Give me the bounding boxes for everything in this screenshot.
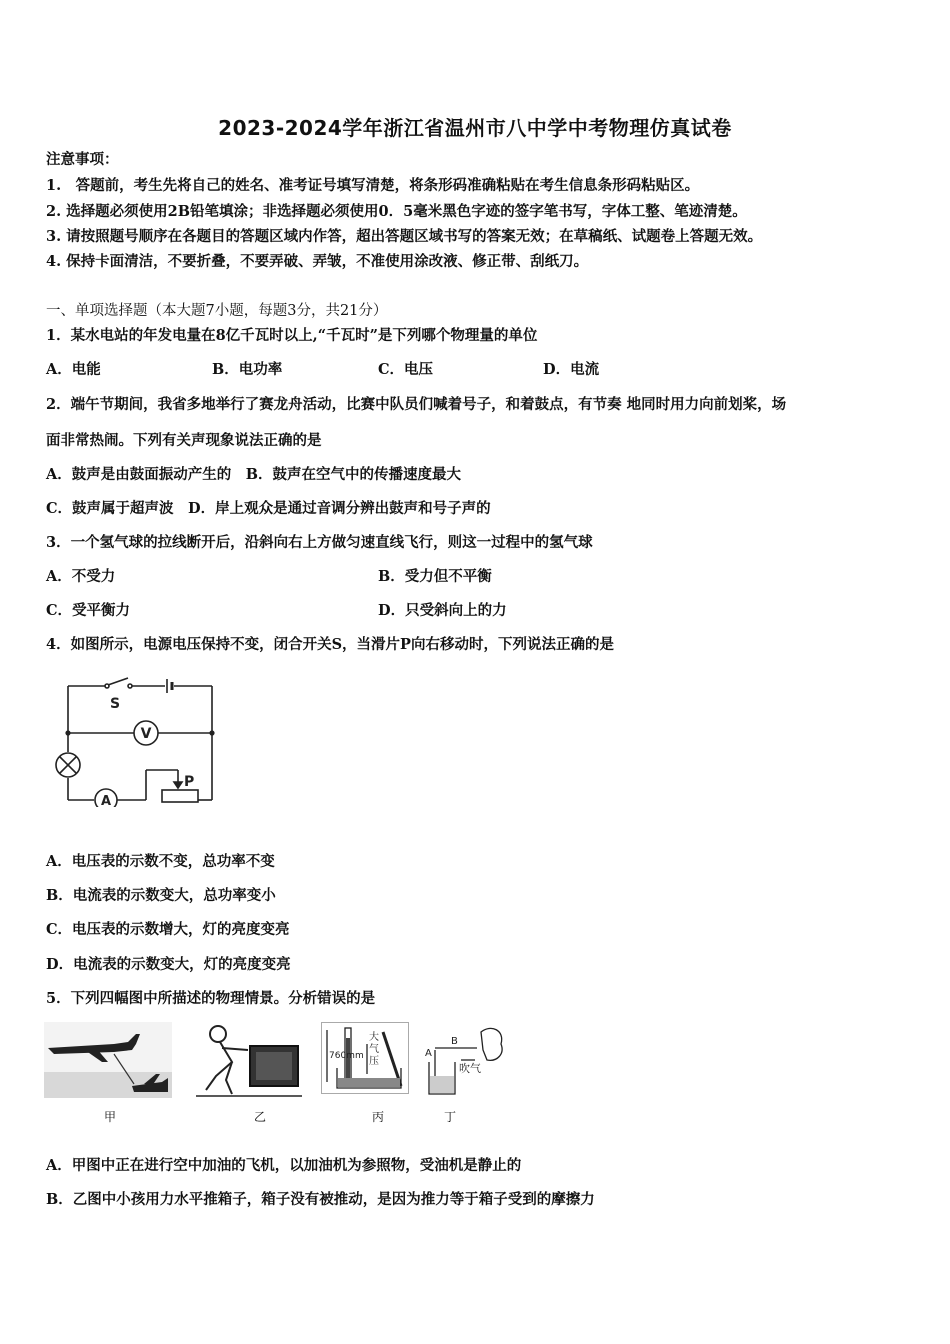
q1-option-c: C．电压 <box>378 361 434 378</box>
q2-stem-line2: 面非常热闹。下列有关声现象说法正确的是 <box>46 432 322 449</box>
q4-option-d: D．电流表的示数变大，灯的亮度变亮 <box>46 956 291 973</box>
notice-item-3: 3. 请按照题号顺序在各题目的答题区域内作答，超出答题区域书写的答案无效；在草稿纸、试题卷上答题无效。 <box>46 228 763 245</box>
switch-blade <box>108 678 128 685</box>
slider-arrow <box>174 782 182 788</box>
caption-bing: 丙 <box>372 1110 385 1124</box>
q2-stem-line1: 2．端午节期间，我省多地举行了赛龙舟活动，比赛中队员们喊着号子，和着鼓点，有节奏 地同时用力向前划桨，场 <box>46 396 787 413</box>
q5-option-a: A．甲图中正在进行空中加油的飞机，以加油机为参照物，受油机是静止的 <box>46 1157 522 1174</box>
q4-option-c: C．电压表的示数增大，灯的亮度变亮 <box>46 921 290 938</box>
q3-option-b: B．受力但不平衡 <box>378 568 492 585</box>
figure-yi-boy-pushing-box <box>196 1024 302 1098</box>
switch-label: S <box>110 696 121 712</box>
notice-item-1: 1. 答题前，考生先将自己的姓名、准考证号填写清楚，将条形码准确粘贴在考生信息条形码粘贴区。 <box>46 177 700 194</box>
box-face <box>256 1052 292 1080</box>
q3-option-c: C．受平衡力 <box>46 602 131 619</box>
q2-options-ab: A．鼓声是由鼓面振动产生的 B．鼓声在空气中的传播速度最大 <box>46 466 462 483</box>
q1-option-d: D．电流 <box>543 361 600 378</box>
q1-stem: 1．某水电站的年发电量在8亿千瓦时以上,“千瓦时”是下列哪个物理量的单位 <box>46 327 538 344</box>
slider-label: P <box>184 774 195 790</box>
mercury-dish <box>338 1078 400 1087</box>
boy-head <box>210 1026 226 1042</box>
q3-option-a: A．不受力 <box>46 568 116 585</box>
boy-arm <box>222 1048 248 1050</box>
face-outline <box>481 1028 502 1060</box>
q5-stem: 5．下列四幅图中所描述的物理情景。分析错误的是 <box>46 990 376 1007</box>
caption-yi: 乙 <box>254 1110 267 1124</box>
beaker-water <box>430 1076 454 1093</box>
circuit-diagram <box>50 672 225 807</box>
air-pressure-label-3: 压 <box>369 1056 379 1067</box>
junction-left <box>66 731 70 735</box>
q2-options-cd: C．鼓声属于超声波 D．岸上观众是通过音调分辨出鼓声和号子声的 <box>46 500 491 517</box>
tube-label-b: B <box>451 1036 458 1047</box>
tilted-tube <box>383 1032 401 1086</box>
air-pressure-label-1: 大 <box>369 1032 379 1043</box>
page-title: 2023-2024学年浙江省温州市八中学中考物理仿真试卷 <box>218 116 732 140</box>
q4-option-a: A．电压表的示数不变，总功率不变 <box>46 853 275 870</box>
caption-jia: 甲 <box>104 1110 117 1124</box>
height-label: 760mm <box>329 1051 364 1061</box>
notice-heading: 注意事项： <box>46 151 119 168</box>
rheostat <box>162 790 198 802</box>
figure-jia-aerial-refueling <box>44 1022 172 1098</box>
figure-bing-barometer <box>321 1022 409 1094</box>
q4-option-b: B．电流表的示数变大，总功率变小 <box>46 887 276 904</box>
notice-item-2: 2. 选择题必须使用2B铅笔填涂；非选择题必须使用0．5毫米黑色字迹的签字笔书写，字体工整、笔迹清楚。 <box>46 203 747 220</box>
switch-contact <box>128 684 132 688</box>
ammeter-label: A <box>100 794 112 807</box>
notice-item-4: 4. 保持卡面清洁，不要折叠，不要弄破、弄皱，不准使用涂改液、修正带、刮纸刀。 <box>46 253 589 270</box>
voltmeter-label: V <box>140 726 152 742</box>
figure-ding-blowing <box>421 1022 507 1098</box>
q4-stem: 4．如图所示，电源电压保持不变，闭合开关S，当滑片P向右移动时，下列说法正确的是 <box>46 636 614 653</box>
q5-option-b: B．乙图中小孩用力水平推箱子，箱子没有被推动，是因为推力等于箱子受到的摩擦力 <box>46 1191 595 1208</box>
junction-right <box>210 731 214 735</box>
air-pressure-label-2: 气 <box>369 1044 379 1055</box>
tube-label-a: A <box>425 1048 432 1059</box>
section-heading: 一、单项选择题（本大题7小题，每题3分，共21分） <box>46 303 388 319</box>
q1-option-b: B．电功率 <box>212 361 283 378</box>
blow-label: 吹气 <box>459 1062 481 1075</box>
q3-stem: 3．一个氢气球的拉线断开后，沿斜向右上方做匀速直线飞行，则这一过程中的氢气球 <box>46 534 593 551</box>
q1-option-a: A．电能 <box>46 361 101 378</box>
caption-ding: 丁 <box>444 1110 457 1124</box>
q3-option-d: D．只受斜向上的力 <box>378 602 507 619</box>
